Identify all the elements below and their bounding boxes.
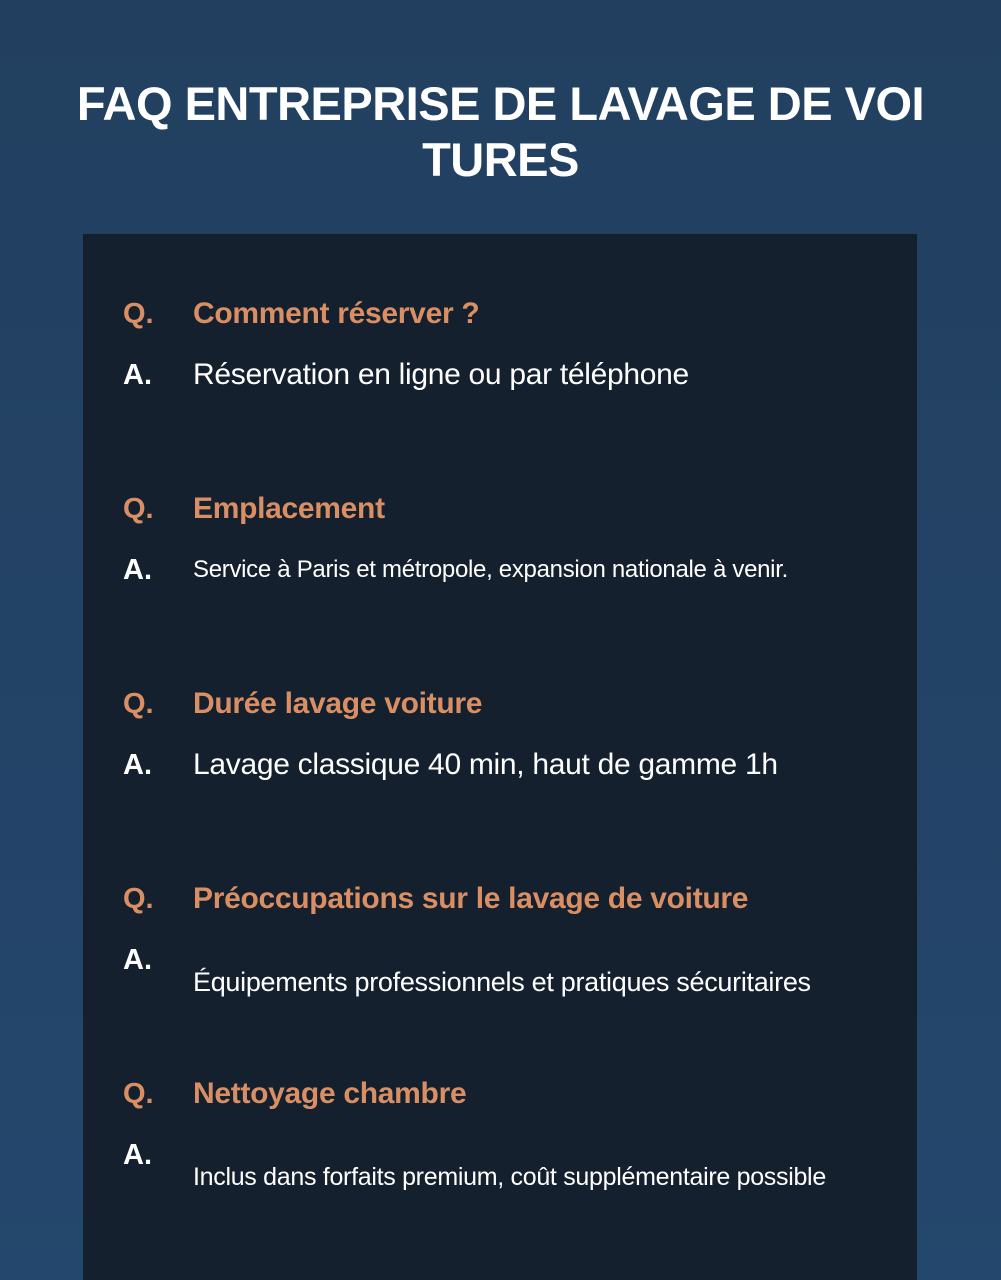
question-marker: Q.: [123, 883, 154, 915]
faq-panel: [83, 234, 917, 1280]
faq-question-row-5: [83, 1074, 917, 1114]
question-marker: Q.: [123, 688, 154, 720]
faq-answer-row-4: [83, 940, 917, 1020]
faq-answer-row-2: [83, 550, 917, 590]
faq-question-5: Nettoyage chambre: [193, 1077, 467, 1110]
faq-answer-5: Inclus dans forfaits premium, coût supplémentaire possible: [193, 1163, 826, 1191]
faq-answer-4: Équipements professionnels et pratiques sécuritaires: [193, 967, 811, 997]
answer-marker: A.: [123, 749, 152, 781]
faq-question-1: Comment réserver ?: [193, 297, 480, 330]
page-title: [0, 76, 1001, 188]
question-marker: Q.: [123, 1078, 154, 1110]
question-marker: Q.: [123, 493, 154, 525]
faq-answer-1: Réservation en ligne ou par téléphone: [193, 358, 689, 391]
question-marker: Q.: [123, 298, 154, 330]
answer-marker: A.: [123, 554, 152, 586]
faq-question-row-4: [83, 879, 917, 919]
faq-question-3: Durée lavage voiture: [193, 687, 483, 720]
page-title-line-1: FAQ ENTREPRISE DE LAVAGE DE VOI: [76, 77, 925, 130]
faq-answer-row-5: [83, 1135, 917, 1215]
faq-answer-3: Lavage classique 40 min, haut de gamme 1h: [193, 748, 778, 781]
answer-marker: A.: [123, 944, 152, 976]
faq-question-2: Emplacement: [193, 492, 385, 525]
faq-question-row-3: [83, 684, 917, 724]
answer-marker: A.: [123, 1139, 152, 1171]
faq-answer-2: Service à Paris et métropole, expansion nationale à venir.: [193, 556, 788, 583]
page-title-line-2: TURES: [422, 133, 579, 186]
answer-marker: A.: [123, 359, 152, 391]
faq-answer-row-3: [83, 745, 917, 785]
faq-question-row-1: [83, 294, 917, 334]
faq-answer-row-1: [83, 355, 917, 395]
faq-question-row-2: [83, 489, 917, 529]
faq-question-4: Préoccupations sur le lavage de voiture: [193, 882, 749, 915]
